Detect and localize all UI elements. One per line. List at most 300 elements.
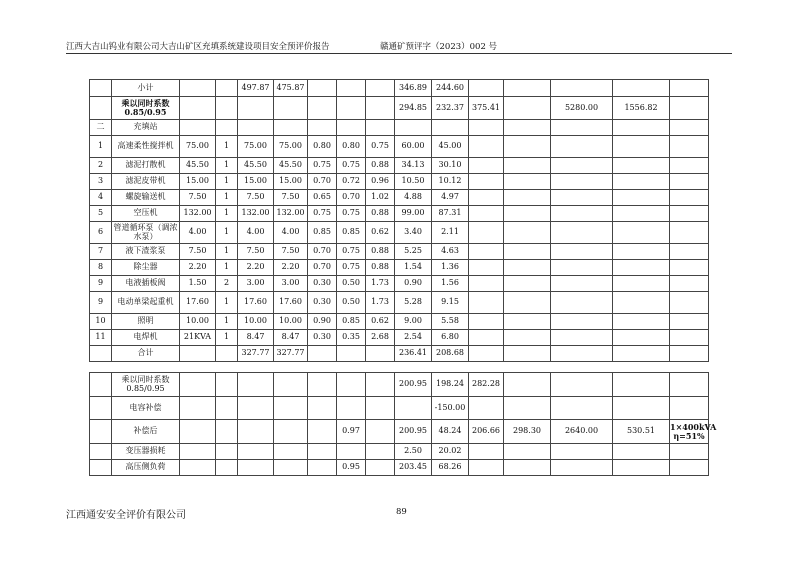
table1-cell: 17.60 (238, 292, 274, 314)
table1-cell: 75.00 (180, 136, 216, 158)
table2-row (90, 397, 709, 420)
table1-cell (504, 276, 551, 292)
table1-cell (551, 136, 613, 158)
table1-cell: 二 (90, 120, 112, 136)
table1-cell (551, 222, 613, 244)
table1-row (90, 244, 709, 260)
table2-cell (308, 444, 337, 460)
table1-cell (366, 120, 395, 136)
table1-cell (670, 80, 709, 97)
table1-cell: 1 (216, 136, 238, 158)
table1-cell: 7 (90, 244, 112, 260)
table1-cell: 0.30 (308, 276, 337, 292)
table1-cell (308, 346, 337, 362)
table2-cell (180, 460, 216, 476)
table1-cell: 1.54 (395, 260, 432, 276)
table1-cell (504, 260, 551, 276)
table1-cell (504, 206, 551, 222)
table2-cell: 200.95 (395, 420, 432, 444)
table1-cell: 0.62 (366, 222, 395, 244)
table1-cell (90, 346, 112, 362)
table1-cell: 1.56 (432, 276, 469, 292)
table2-cell (274, 397, 308, 420)
table1-cell (670, 260, 709, 276)
table1-cell (504, 120, 551, 136)
table1-cell: 0.88 (366, 206, 395, 222)
table1-cell (613, 292, 670, 314)
table1-cell: 电动单梁起重机 (112, 292, 180, 314)
table1-cell: 0.70 (337, 190, 366, 206)
table1-cell: 10.00 (180, 314, 216, 330)
table1-cell: 15.00 (274, 174, 308, 190)
table1-cell: 10.00 (274, 314, 308, 330)
table1-cell: 75.00 (274, 136, 308, 158)
table1-cell (504, 174, 551, 190)
table2-cell (308, 420, 337, 444)
table1-cell: 8.47 (274, 330, 308, 346)
table1-row (90, 190, 709, 206)
table1-cell (551, 174, 613, 190)
table1-cell (469, 174, 504, 190)
table2-row (90, 420, 709, 444)
table2-cell (238, 420, 274, 444)
table1-row (90, 120, 709, 136)
table1-cell (613, 80, 670, 97)
table1-cell: 1 (216, 222, 238, 244)
table1-cell (551, 346, 613, 362)
table2-cell (216, 397, 238, 420)
table1-cell: 0.88 (366, 260, 395, 276)
table1-cell: 34.13 (395, 158, 432, 174)
table2-cell: 198.24 (432, 373, 469, 397)
table2-cell (366, 444, 395, 460)
table1-cell (551, 120, 613, 136)
table1-cell (670, 314, 709, 330)
table2-cell (337, 397, 366, 420)
table2-cell: 20.02 (432, 444, 469, 460)
table1-cell: 0.35 (337, 330, 366, 346)
table1-cell: 0.75 (337, 244, 366, 260)
table1-cell (366, 80, 395, 97)
table1-row (90, 80, 709, 97)
table1-cell: 132.00 (180, 206, 216, 222)
table1-cell: 7.50 (180, 244, 216, 260)
table1-cell (613, 260, 670, 276)
table2-cell (238, 373, 274, 397)
table2-cell (469, 444, 504, 460)
table1-cell (469, 190, 504, 206)
table1-cell (238, 97, 274, 120)
table1-cell: 132.00 (274, 206, 308, 222)
table1-cell (337, 346, 366, 362)
table2-cell: 298.30 (504, 420, 551, 444)
table1-cell: 475.87 (274, 80, 308, 97)
table1-cell (613, 206, 670, 222)
table1-cell: 5.25 (395, 244, 432, 260)
table1-cell: 7.50 (238, 244, 274, 260)
table1-cell: 电液插板阀 (112, 276, 180, 292)
table2-cell (504, 397, 551, 420)
table1-cell (469, 222, 504, 244)
table1-cell (551, 158, 613, 174)
table2-cell (551, 460, 613, 476)
table1-cell (180, 346, 216, 362)
table2-cell: 68.26 (432, 460, 469, 476)
table1-cell: 3.40 (395, 222, 432, 244)
table1-cell (670, 97, 709, 120)
table1-cell: 乘以同时系数0.85/0.95 (112, 97, 180, 120)
table2-cell (308, 373, 337, 397)
table1-cell: 7.50 (238, 190, 274, 206)
table1-cell: 30.10 (432, 158, 469, 174)
table1-cell: 1 (90, 136, 112, 158)
table2-cell (366, 460, 395, 476)
table2-cell (366, 397, 395, 420)
table1-cell: 4.63 (432, 244, 469, 260)
table1-cell (504, 330, 551, 346)
table1-cell: 1.02 (366, 190, 395, 206)
table1-cell (469, 120, 504, 136)
table1-cell: 1556.82 (613, 97, 670, 120)
header-report-title: 江西大吉山钨业有限公司大吉山矿区充填系统建设项目安全预评价报告 (66, 42, 330, 52)
table1-cell: 1.36 (432, 260, 469, 276)
table1-cell: 0.30 (308, 292, 337, 314)
table2-cell: 乘以同时系数0.85/0.95 (112, 373, 180, 397)
table1-row (90, 292, 709, 314)
table2-cell: 206.66 (469, 420, 504, 444)
table1-cell (613, 244, 670, 260)
table1-cell (613, 330, 670, 346)
table1-cell: 小计 (112, 80, 180, 97)
table1-cell: 1 (216, 244, 238, 260)
table1-cell (469, 346, 504, 362)
table1-cell (90, 80, 112, 97)
table1-cell (395, 120, 432, 136)
table2-cell (551, 444, 613, 460)
table1-cell: 1.73 (366, 292, 395, 314)
table1-cell: 3.00 (274, 276, 308, 292)
table2-cell (504, 373, 551, 397)
table1-cell (551, 276, 613, 292)
table1-cell: 0.72 (337, 174, 366, 190)
table1-cell: 5280.00 (551, 97, 613, 120)
table1-cell: 2.68 (366, 330, 395, 346)
table1-cell: 236.41 (395, 346, 432, 362)
table1-cell: 45.50 (238, 158, 274, 174)
table1-row (90, 314, 709, 330)
table2-cell (337, 373, 366, 397)
table2-cell: 530.51 (613, 420, 670, 444)
table1-cell (469, 314, 504, 330)
table2-cell (308, 397, 337, 420)
table1-cell (366, 346, 395, 362)
load-calculation-table-bottom (89, 372, 717, 476)
table1-cell (469, 330, 504, 346)
table1-cell: 2.11 (432, 222, 469, 244)
table2-cell (180, 420, 216, 444)
table1-cell: 4.88 (395, 190, 432, 206)
table1-cell: 6.80 (432, 330, 469, 346)
table2-cell (613, 373, 670, 397)
table1-cell: 0.80 (337, 136, 366, 158)
table2-cell: 高压侧负荷 (112, 460, 180, 476)
table2-cell (308, 460, 337, 476)
table1-cell: 空压机 (112, 206, 180, 222)
table1-cell (504, 346, 551, 362)
table1-cell: 6 (90, 222, 112, 244)
table1-cell (504, 136, 551, 158)
table1-row (90, 97, 709, 120)
table1-cell (337, 120, 366, 136)
table1-cell: 1 (216, 190, 238, 206)
table1-cell: 15.00 (180, 174, 216, 190)
table1-cell: 照明 (112, 314, 180, 330)
table1-cell: 45.50 (274, 158, 308, 174)
table1-cell: 87.31 (432, 206, 469, 222)
table1-cell: 9 (90, 292, 112, 314)
table1-row (90, 174, 709, 190)
table2-cell (216, 420, 238, 444)
table2-cell (613, 397, 670, 420)
table1-cell (670, 190, 709, 206)
table2-cell (337, 444, 366, 460)
table1-cell: 1.50 (180, 276, 216, 292)
table1-cell: 1 (216, 314, 238, 330)
table1-cell: 1.73 (366, 276, 395, 292)
table1-cell: 0.90 (395, 276, 432, 292)
table1-cell (469, 244, 504, 260)
table1-cell: 0.80 (308, 136, 337, 158)
table2-cell: 2.50 (395, 444, 432, 460)
table1-cell (613, 136, 670, 158)
table1-cell (613, 158, 670, 174)
table1-cell (308, 120, 337, 136)
table1-cell: 滤泥皮带机 (112, 174, 180, 190)
table1-cell: 0.75 (366, 136, 395, 158)
table1-cell: 4.97 (432, 190, 469, 206)
table1-cell: 9.15 (432, 292, 469, 314)
table1-cell: 0.88 (366, 244, 395, 260)
table1-cell (216, 346, 238, 362)
table1-cell: 液下渣浆泵 (112, 244, 180, 260)
table1-cell: 497.87 (238, 80, 274, 97)
table2-cell: 补偿后 (112, 420, 180, 444)
table2-cell (216, 460, 238, 476)
table1-cell (337, 80, 366, 97)
table1-cell (670, 276, 709, 292)
table1-cell: 208.68 (432, 346, 469, 362)
page-number: 89 (396, 507, 407, 517)
table1-cell: 0.88 (366, 158, 395, 174)
table1-cell: 2.20 (238, 260, 274, 276)
table1-cell: 1 (216, 292, 238, 314)
table1-cell (366, 97, 395, 120)
table1-cell (274, 120, 308, 136)
table2-row (90, 444, 709, 460)
table1-cell (180, 97, 216, 120)
table1-cell (670, 330, 709, 346)
table2-cell (504, 444, 551, 460)
table1-cell: 2.20 (274, 260, 308, 276)
table1-cell: 3 (90, 174, 112, 190)
table1-cell (670, 244, 709, 260)
table2-cell (670, 460, 709, 476)
table1-cell (504, 97, 551, 120)
table1-cell: 管道循环泵（调浓水泵） (112, 222, 180, 244)
table1-cell: 0.75 (337, 260, 366, 276)
table1-cell: 4.00 (238, 222, 274, 244)
table1-cell (469, 292, 504, 314)
table1-cell: 21KVA (180, 330, 216, 346)
table1-cell: 8.47 (238, 330, 274, 346)
table1-cell: 电焊机 (112, 330, 180, 346)
table1-cell (90, 97, 112, 120)
table2-cell (670, 397, 709, 420)
table1-cell (551, 80, 613, 97)
table1-cell: 294.85 (395, 97, 432, 120)
table1-cell: 0.75 (308, 158, 337, 174)
table2-cell (90, 420, 112, 444)
table1-cell (670, 346, 709, 362)
table1-cell: 45.00 (432, 136, 469, 158)
table1-cell (238, 120, 274, 136)
table1-cell: 132.00 (238, 206, 274, 222)
table1-cell: 充填站 (112, 120, 180, 136)
table2-cell (238, 397, 274, 420)
table1-cell: 10.12 (432, 174, 469, 190)
table1-cell: 0.75 (308, 206, 337, 222)
table1-cell: 346.89 (395, 80, 432, 97)
table1-cell (551, 260, 613, 276)
table1-cell: 0.62 (366, 314, 395, 330)
table1-cell: 3.00 (238, 276, 274, 292)
table1-cell: 0.96 (366, 174, 395, 190)
table1-cell (613, 120, 670, 136)
load-calculation-table-top (89, 79, 709, 362)
table1-cell (469, 206, 504, 222)
table1-cell (469, 80, 504, 97)
table1-cell: 10.00 (238, 314, 274, 330)
table2-cell (274, 373, 308, 397)
table2-cell (366, 373, 395, 397)
table1-cell: 螺旋输送机 (112, 190, 180, 206)
table1-row (90, 330, 709, 346)
table1-cell (337, 97, 366, 120)
table2-cell (238, 444, 274, 460)
table1-cell (551, 190, 613, 206)
table1-cell (216, 80, 238, 97)
table1-cell: 0.85 (337, 222, 366, 244)
table1-cell (613, 314, 670, 330)
table2-cell (180, 444, 216, 460)
footer-company: 江西通安安全评价有限公司 (66, 510, 186, 521)
table1-cell (180, 80, 216, 97)
table1-row (90, 136, 709, 158)
table1-cell: 244.60 (432, 80, 469, 97)
table2-cell (180, 397, 216, 420)
table1-cell: 2 (216, 276, 238, 292)
table1-cell: 0.70 (308, 244, 337, 260)
table1-cell (551, 314, 613, 330)
table1-cell (551, 292, 613, 314)
table1-cell (504, 314, 551, 330)
table2-cell: 电容补偿 (112, 397, 180, 420)
table2-cell (613, 444, 670, 460)
table1-row (90, 260, 709, 276)
table1-cell: 4.00 (180, 222, 216, 244)
table2-cell (613, 460, 670, 476)
table1-cell (180, 120, 216, 136)
table1-cell (613, 174, 670, 190)
table1-cell (670, 292, 709, 314)
table1-cell (670, 174, 709, 190)
table1-cell: 0.75 (337, 158, 366, 174)
table1-cell: 9 (90, 276, 112, 292)
table1-cell: 10 (90, 314, 112, 330)
table2-cell: 203.45 (395, 460, 432, 476)
table1-cell: 99.00 (395, 206, 432, 222)
table2-cell (216, 444, 238, 460)
table2-cell (238, 460, 274, 476)
table2-cell (670, 444, 709, 460)
table2-cell (180, 373, 216, 397)
table1-cell (670, 206, 709, 222)
table1-cell: 60.00 (395, 136, 432, 158)
table1-cell (504, 222, 551, 244)
table1-cell (469, 158, 504, 174)
table1-cell (274, 97, 308, 120)
table1-cell (551, 206, 613, 222)
table1-cell (504, 190, 551, 206)
table2-cell: 2640.00 (551, 420, 613, 444)
table1-cell: 45.50 (180, 158, 216, 174)
table2-cell: 282.28 (469, 373, 504, 397)
table1-cell: 1 (216, 330, 238, 346)
table2-cell (670, 373, 709, 397)
table1-cell (670, 120, 709, 136)
table1-cell (504, 244, 551, 260)
table1-cell: 17.60 (274, 292, 308, 314)
table2-cell (274, 460, 308, 476)
table2-cell: -150.00 (432, 397, 469, 420)
table2-cell (469, 460, 504, 476)
table1-cell: 7.50 (274, 244, 308, 260)
table1-cell: 7.50 (180, 190, 216, 206)
table1-cell: 合计 (112, 346, 180, 362)
header-report-number: 赣通矿预评字（2023）002 号 (380, 42, 498, 52)
table1-cell (613, 190, 670, 206)
table1-row (90, 158, 709, 174)
table1-cell: 0.85 (308, 222, 337, 244)
table1-cell: 75.00 (238, 136, 274, 158)
table1-cell: 327.77 (238, 346, 274, 362)
table1-cell (469, 260, 504, 276)
table1-cell (613, 222, 670, 244)
table2-cell: 48.24 (432, 420, 469, 444)
table1-cell: 15.00 (238, 174, 274, 190)
table1-cell: 0.70 (308, 260, 337, 276)
table2-cell (90, 444, 112, 460)
table2-cell (216, 373, 238, 397)
table1-cell: 232.37 (432, 97, 469, 120)
table1-cell: 375.41 (469, 97, 504, 120)
table1-cell: 8 (90, 260, 112, 276)
table1-cell: 0.70 (308, 174, 337, 190)
table1-cell: 高速柔性搅拌机 (112, 136, 180, 158)
table1-cell (308, 80, 337, 97)
table1-cell: 4.00 (274, 222, 308, 244)
table1-cell: 17.60 (180, 292, 216, 314)
